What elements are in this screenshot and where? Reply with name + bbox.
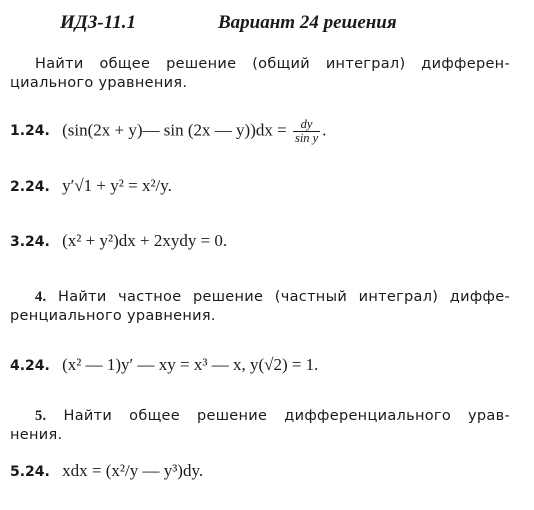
instruction-5-text: Найти общее решение дифференциального урав- bbox=[63, 408, 510, 424]
instruction-5 bbox=[10, 407, 510, 445]
variant-title: Вариант 24 решения bbox=[218, 12, 397, 33]
instruction-1-line-1: Найти общее решение (общий интеграл) дифферен- bbox=[35, 56, 510, 72]
problem-expression: y′√1 + y² = x²/y. bbox=[62, 176, 172, 195]
problem-label: 4.24. bbox=[10, 358, 50, 374]
instruction-1 bbox=[10, 55, 510, 93]
instruction-4 bbox=[10, 288, 510, 326]
problem-label: 3.24. bbox=[10, 234, 50, 250]
assignment-title: ИДЗ-11.1 bbox=[60, 12, 136, 33]
section-number: 5. bbox=[35, 408, 47, 424]
problem-label: 2.24. bbox=[10, 179, 50, 195]
problem-period: . bbox=[322, 120, 327, 140]
instruction-4-text: Найти частное решение (частный интеграл) диффе- bbox=[58, 289, 510, 305]
problem-label: 1.24. bbox=[10, 123, 50, 140]
problem-3 bbox=[10, 231, 227, 251]
problem-5 bbox=[10, 461, 203, 481]
fraction bbox=[293, 118, 320, 145]
problem-1 bbox=[10, 118, 326, 145]
fraction-denominator: sin y bbox=[294, 131, 319, 145]
problem-expression: (x² — 1)y′ — xy = x³ — x, y(√2) = 1. bbox=[62, 355, 319, 374]
instruction-4-line-2: ренциального уравнения. bbox=[10, 308, 216, 324]
fraction-numerator: dy bbox=[300, 117, 313, 131]
instruction-4-line-1 bbox=[10, 288, 510, 307]
problem-expression: xdx = (x²/y — y³)dy. bbox=[62, 461, 204, 480]
problem-4 bbox=[10, 355, 318, 375]
instruction-5-line-1 bbox=[10, 407, 510, 426]
problem-2 bbox=[10, 176, 172, 196]
problem-expression: (sin(2x + y)— sin (2x — y))dx = bbox=[62, 120, 287, 140]
problem-expression: (x² + y²)dx + 2xydy = 0. bbox=[62, 231, 228, 250]
problem-label: 5.24. bbox=[10, 464, 50, 480]
instruction-5-line-2: нения. bbox=[10, 427, 63, 443]
section-number: 4. bbox=[35, 289, 47, 305]
instruction-1-line-2: циального уравнения. bbox=[10, 75, 188, 91]
